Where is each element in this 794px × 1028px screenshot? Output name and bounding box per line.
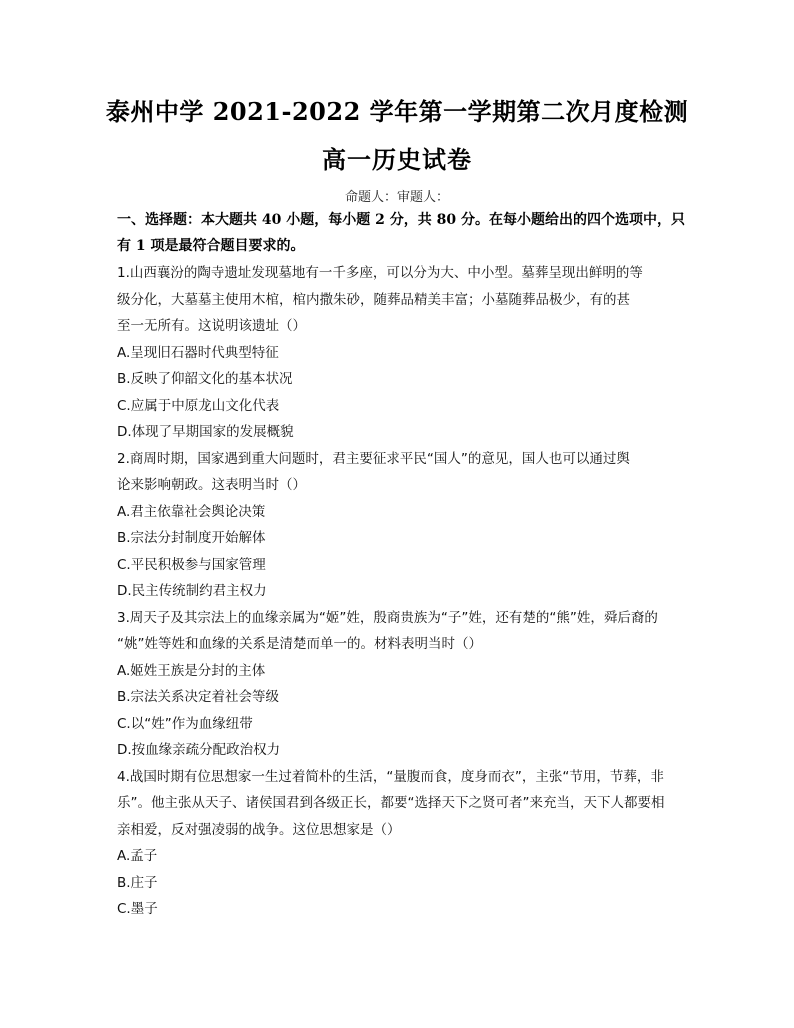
question-1-option-a: A.呈现旧石器时代典型特征 — [117, 345, 279, 361]
question-2-option-a: A.君主依靠社会舆论决策 — [117, 504, 266, 520]
question-3-option-b: B.宗法关系决定着社会等级 — [117, 689, 280, 705]
question-2-option-d: D.民主传统制约君主权力 — [117, 583, 267, 599]
question-1-option-c: C.应属于中原龙山文化代表 — [117, 398, 280, 414]
question-3-option-d: D.按血缘亲疏分配政治权力 — [117, 742, 281, 758]
question-3-stem-line2: “姚”姓等姓和血缘的关系是清楚而单一的。材料表明当时（） — [117, 636, 482, 652]
question-4-stem-line1: 4.战国时期有位思想家一生过着简朴的生活，“量腹而食，度身而衣”，主张“节用，节葬，非 — [117, 769, 664, 785]
question-1-option-d: D.体现了早期国家的发展概貌 — [117, 424, 294, 440]
exam-subtitle: 高一历史试卷 — [322, 145, 472, 174]
section-heading-line2: 有 1 项是最符合题目要求的。 — [117, 238, 305, 254]
question-2-option-c: C.平民积极参与国家管理 — [117, 557, 266, 573]
question-4-option-c: C.墨子 — [117, 901, 158, 917]
question-2-stem-line2: 论来影响朝政。这表明当时（） — [117, 477, 306, 493]
question-1-option-b: B.反映了仰韶文化的基本状况 — [117, 371, 293, 387]
question-1-stem-line2: 级分化，大墓墓主使用木棺，棺内撒朱砂，随葬品精美丰富；小墓随葬品极少，有的甚 — [117, 292, 630, 308]
question-3-option-a: A.姬姓王族是分封的主体 — [117, 663, 266, 679]
question-2-stem-line1: 2.商周时期，国家遇到重大问题时，君主要征求平民“国人”的意见，国人也可以通过舆 — [117, 451, 630, 467]
authors-line: 命题人：审题人： — [344, 190, 449, 205]
section-heading-line1: 一、选择题：本大题共 40 小题，每小题 2 分，共 80 分。在每小题给出的四个选项中，只 — [117, 212, 685, 228]
question-4-stem-line3: 亲相爱，反对强凌弱的战争。这位思想家是（） — [117, 822, 401, 838]
question-4-stem-line2: 乐”。他主张从天子、诸侯国君到各级正长，都要“选择天下之贤可者”来充当，天下人都要相 — [117, 795, 665, 811]
question-4-option-a: A.孟子 — [117, 848, 158, 864]
question-1-stem-line3: 至一无所有。这说明该遗址（） — [117, 318, 306, 334]
question-3-option-c: C.以“姓”作为血缘纽带 — [117, 716, 253, 732]
question-2-option-b: B.宗法分封制度开始解体 — [117, 530, 266, 546]
question-3-stem-line1: 3.周天子及其宗法上的血缘亲属为“姬”姓，殷商贵族为“子”姓，还有楚的“熊”姓，舜后裔的 — [117, 610, 658, 626]
question-1-stem-line1: 1.山西襄汾的陶寺遗址发现墓地有一千多座，可以分为大、中小型。墓葬呈现出鲜明的等 — [117, 265, 643, 281]
question-4-option-b: B.庄子 — [117, 875, 158, 891]
exam-title: 泰州中学 2021-2022 学年第一学期第二次月度检测 — [105, 97, 689, 126]
